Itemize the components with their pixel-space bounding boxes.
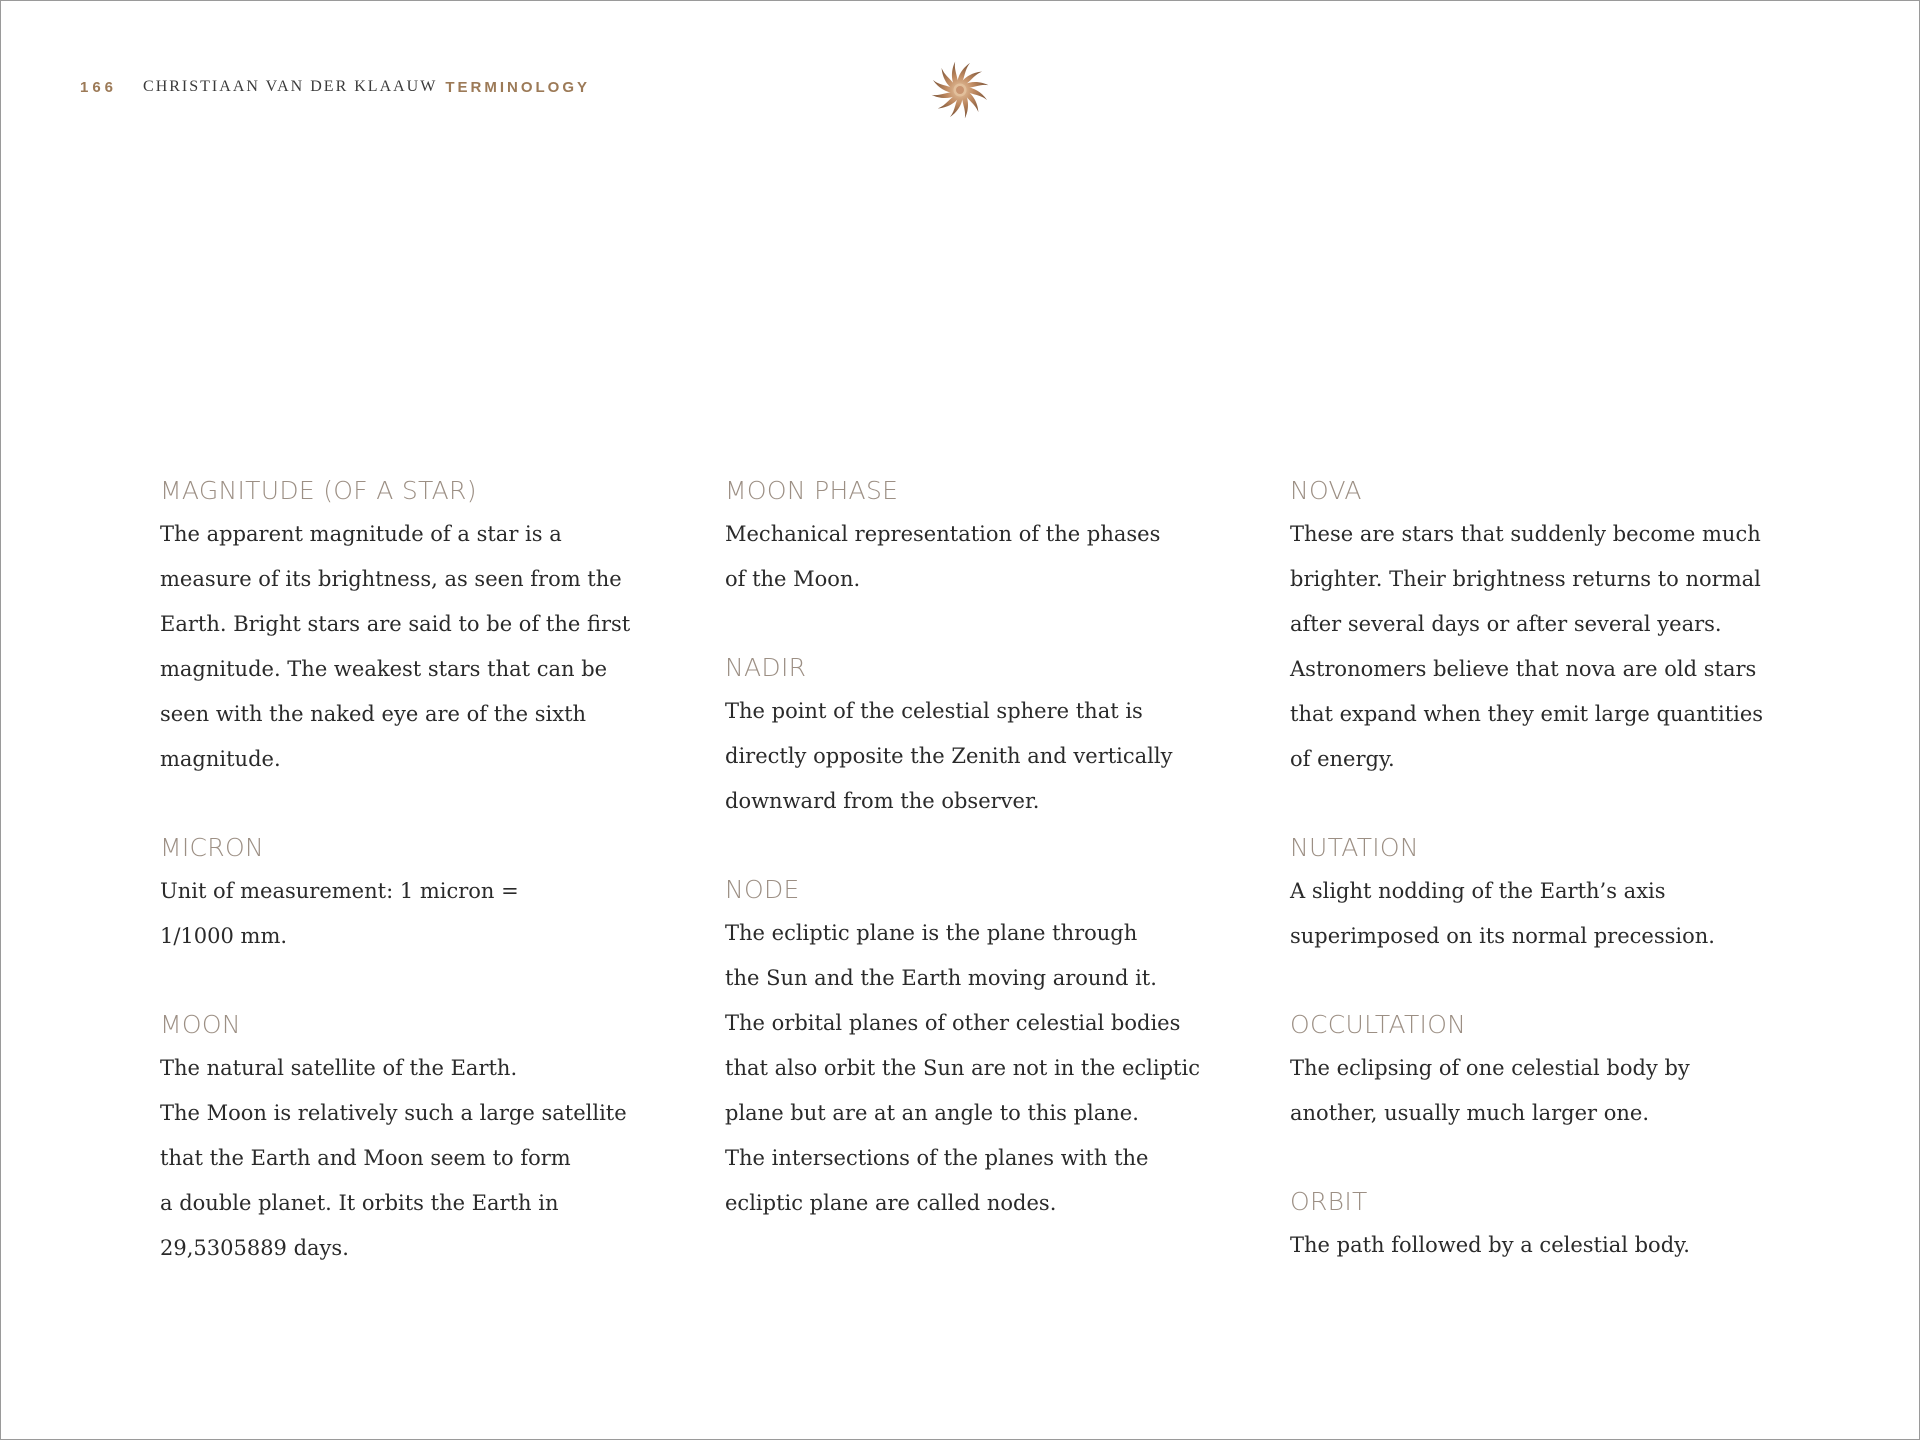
term-definition: Unit of measurement: 1 micron = 1/1000 mm.	[160, 879, 519, 948]
term-entry	[160, 827, 640, 959]
term-entry	[1290, 827, 1770, 959]
term-definition: The eclipsing of one celestial body by another, usually much larger one.	[1290, 1056, 1690, 1125]
term-definition: The ecliptic plane is the plane through the Sun and the Earth moving around it. The orbital planes of other celestial bodies that also orbit the Sun are not in the ecliptic plane but are at an angle to this plane. The intersections of the planes with the ecliptic plane are called nodes.	[725, 921, 1200, 1215]
term-title: NUTATION	[1290, 833, 1419, 862]
term-title: ORBIT	[1290, 1187, 1368, 1216]
page-number: 166	[80, 78, 118, 96]
term-title: OCCULTATION	[1290, 1010, 1467, 1039]
term-definition: These are stars that suddenly become much brighter. Their brightness returns to normal after several days or after several years. Astronomers believe that nova are old stars that expand when they emit large quantities of energy.	[1290, 522, 1764, 771]
term-entry	[160, 1004, 640, 1271]
author-name: CHRISTIAAN VAN DER KLAAUW	[143, 78, 438, 95]
terms-column-3	[1290, 470, 1770, 1313]
term-definition: Mechanical representation of the phases of the Moon.	[725, 522, 1161, 591]
terms-column-2	[725, 470, 1205, 1271]
term-definition: The point of the celestial sphere that is directly opposite the Zenith and vertically downward from the observer.	[725, 699, 1173, 813]
term-definition: The apparent magnitude of a star is a measure of its brightness, as seen from the Earth. Bright stars are said to be of the first magnitude. The weakest stars that can be seen with the naked eye are of the sixth magnitude.	[160, 522, 631, 771]
section-title: TERMINOLOGY	[445, 78, 590, 96]
running-head	[80, 77, 590, 97]
term-title: NODE	[725, 875, 800, 904]
term-title: MOON	[160, 1010, 241, 1039]
term-definition: The path followed by a celestial body.	[1290, 1233, 1690, 1257]
term-entry	[1290, 1181, 1770, 1268]
term-title: MOON PHASE	[725, 476, 899, 505]
term-entry	[725, 470, 1205, 602]
term-title: MICRON	[160, 833, 264, 862]
term-definition: The natural satellite of the Earth. The Moon is relatively such a large satellite that the Earth and Moon seem to form a double planet. It orbits the Earth in 29,5305889 days.	[160, 1056, 627, 1260]
term-entry	[1290, 470, 1770, 782]
term-entry	[725, 647, 1205, 824]
term-definition: A slight nodding of the Earth’s axis superimposed on its normal precession.	[1290, 879, 1715, 948]
terms-column-1	[160, 470, 640, 1316]
term-entry	[1290, 1004, 1770, 1136]
sun-swirl-icon	[930, 60, 990, 120]
term-entry	[160, 470, 640, 782]
term-entry	[725, 869, 1205, 1226]
term-title: NOVA	[1290, 476, 1362, 505]
term-title: NADIR	[725, 653, 807, 682]
term-title: MAGNITUDE (OF A STAR)	[160, 476, 477, 505]
